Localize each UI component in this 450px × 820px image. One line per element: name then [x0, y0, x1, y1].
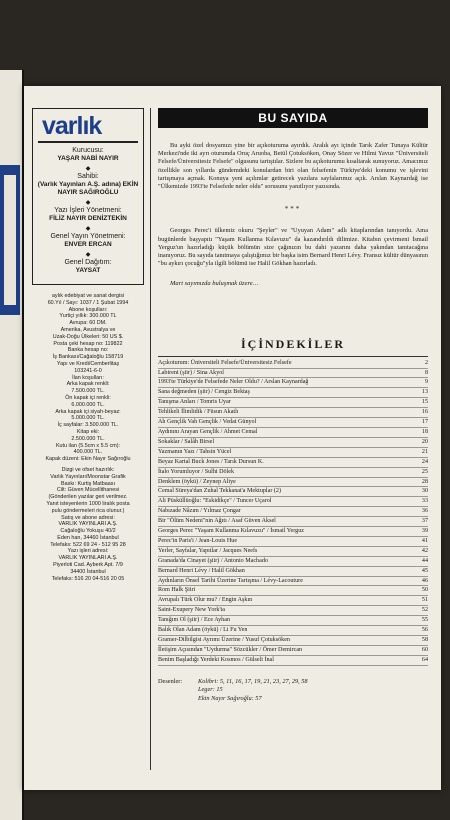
toc-entry [158, 527, 428, 537]
toc-entry [158, 398, 428, 408]
toc-entry [158, 418, 428, 428]
masthead-sidebar [32, 108, 144, 770]
publication-info-line: Telefaks: 522 69 24 - 512 95 28 [50, 541, 126, 548]
toc-entry-page: 42 [421, 547, 428, 554]
illustration-credits [158, 678, 428, 704]
publication-info-line: İlan koşulları: [72, 374, 104, 381]
toc-entry-page: 45 [421, 567, 428, 574]
publication-info-line: 6.000.000 TL. [71, 401, 105, 408]
toc-entry [158, 478, 428, 488]
staff-role-label: Sahibi: [77, 173, 99, 180]
toc-entry-page: 56 [421, 627, 428, 634]
toc-entry-page: 13 [421, 389, 428, 396]
illustration-label [158, 686, 198, 695]
publication-info-line: İş Bankası/Cağaloğlu 158719 [52, 354, 124, 361]
toc-entry-title: Benim Başladığı Yerdeki Kosmos / Gülseli İnal [158, 656, 274, 663]
publication-info-line: Yurtiçi yıllık: 300.000 TL [59, 313, 117, 320]
staff-name: YAŞAR NABİ NAYIR [57, 155, 119, 162]
publication-info-line: Yapı ve Kredi/Cemberlitaş [56, 360, 120, 367]
toc-entry [158, 448, 428, 458]
publication-info-line: Piyerloti Cad. Ayberk Apt. 7/9 [53, 562, 123, 569]
publication-info-line: İç sayfalar: 3.500.000 TL. [57, 422, 119, 429]
toc-entry [158, 606, 428, 616]
toc-entry-title: Bernard Henri Lévy / Halil Gökhan [158, 567, 245, 574]
staff-name: FİLİZ NAYIR DENİZTEKİN [49, 215, 127, 222]
toc-entry-page: 30 [421, 488, 428, 495]
toc-entry-page: 9 [424, 379, 428, 386]
toc-entry-title: Yazmanın Yazı / Tahsin Yücel [158, 448, 232, 455]
diamond-separator: ◆ [85, 200, 91, 206]
publication-info-line: Cilt: Güven Mücellithanesi [56, 487, 120, 494]
main-column [158, 108, 428, 704]
toc-entry-title: Tanışma Anları / Tomris Uyar [158, 399, 231, 406]
toc-entry-title: İtalo Yorumluyor / Sulhi Dölek [158, 468, 235, 475]
publication-info-line: Cağaloğlu Yokuşu 40/2 [60, 528, 116, 535]
toc-entry-page: 21 [421, 448, 428, 455]
toc-entry-title: Aydınını Arayan Gençlik / Ahmet Cemal [158, 428, 258, 435]
illustration-label: Desenler: [158, 677, 183, 685]
illustration-credit-row [158, 686, 428, 695]
toc-entry [158, 378, 428, 388]
publication-info-line: Ön kapak içi renkli: [65, 394, 111, 401]
adjacent-magazine-blue-strip [0, 165, 20, 315]
publication-info-line: Posta çeki hesap no: 119822 [53, 340, 123, 347]
toc-entry-title: Sokaklar / Salâh Birsel [158, 438, 215, 445]
publication-info-line: 400.000 TL. [73, 449, 103, 456]
toc-entry-title: Bir "Ölüm Nedeni"nin Ağıtı / Asaf Güven Aksel [158, 518, 276, 525]
toc-entry-page: 51 [421, 597, 428, 604]
intro-paragraph-1: Bu ayki özel dosyamızı yine bir açıkoturuma ayırdık. Aralık ayı içinde Tarık Zafer Tunaya Kültür Merkezi'nde iki ayrı oturumda Oruç Aruoba, Betül Çotuksöken, Onay Sözer ve Hilmi Yavuz "Üniversiteli Felsefe/Üniversitesiz Felsefe" olgusunu tartıştılar. Sizlere bu açıkoturumu kısaltarak sunuyoruz. Amacımız özellikle son yıllarda gündemdeki konulardan biri olan felsefenin Türkiye'deki konumu ve işlevini tartışmaya açmak. Konuya yeni açılımlar getirecek yazılara sayfalarımız açık. Arslan Kaynardağ ise "Ülkemizde 1993'te Felsefede neler oldu" sorusunu yanıtlıyor yazısında. [158, 142, 428, 191]
toc-entry [158, 517, 428, 527]
toc-entry-page: 39 [421, 528, 428, 535]
publication-info-line: Baskı: Kurtiş Matbaası [61, 480, 115, 487]
publication-info-line: Arka kapak içi siyah-beyaz: [55, 408, 121, 415]
staff-role-label: Yazı İşleri Yönetmeni: [54, 207, 122, 214]
toc-entry-title: Açıkoturum: Üniversiteli Felsefe/Üniversitesiz Felsefe [158, 359, 292, 366]
toc-entry-page: 37 [421, 518, 428, 525]
toc-entry-page: 20 [421, 438, 428, 445]
toc-entry-title: Labirent (şiir) / Sina Akyol [158, 369, 225, 376]
toc-entry-title: Saint-Exupery New York'ta [158, 607, 225, 614]
diamond-separator: ◆ [85, 226, 91, 232]
toc-entry [158, 596, 428, 606]
toc-entry-page: 44 [421, 557, 428, 564]
toc-entry-page: 2 [424, 359, 428, 366]
diamond-separator: ◆ [85, 252, 91, 258]
publication-info-line: (Gönderilen yazılar geri verilmez. [48, 494, 128, 501]
illustration-text: Leger: 15 [198, 686, 223, 694]
toc-entry [158, 646, 428, 656]
toc-entry-page: 17 [421, 419, 428, 426]
staff-name: (Varlık Yayınları A.Ş. adına) EKİN NAYIR SAĞIROĞLU [37, 181, 139, 196]
toc-entry [158, 497, 428, 507]
toc-entry [158, 388, 428, 398]
illustration-text: Kolibri: 5, 11, 16, 17, 19, 21, 23, 27, 29, 58 [198, 677, 308, 685]
toc-entry [158, 507, 428, 517]
toc-entry-title: Sana değmeden (şiir) / Cengiz Bektaş [158, 389, 250, 396]
toc-entry [158, 557, 428, 567]
staff-role-label: Genel Yayın Yönetmeni: [50, 233, 126, 240]
toc-entry-title: Georges Perec "Yaşam Kullanma Kılavuzu" / İsmail Yerguz [158, 528, 304, 535]
toc-entry-title: Granada'da Cinayet (şiir) / Antonio Machado [158, 557, 268, 564]
toc-entry-page: 58 [421, 637, 428, 644]
toc-entry-title: Tehlikeli İlimlidik / Füsun Akatlı [158, 409, 239, 416]
illustration-label [158, 695, 198, 704]
publication-info-line: VARLIK YAYINLARI A.Ş. [58, 521, 118, 528]
toc-entry [158, 616, 428, 626]
diamond-separator: ◆ [85, 166, 91, 172]
toc-entry [158, 586, 428, 596]
closing-line: Mart sayımızda buluşmak üzere… [170, 280, 259, 288]
toc-entry-title: Perec'in Paris'i / Jean-Louis Hue [158, 537, 238, 544]
toc-entry-page: 64 [421, 656, 428, 663]
staff-name: ENVER ERCAN [64, 241, 112, 248]
toc-entry-title: Yerler, Sayfalar, Yapıtlar / Jacques Neefs [158, 547, 258, 554]
toc-entry [158, 537, 428, 547]
varlik-logo: varlık [42, 112, 102, 140]
magazine-page [24, 86, 441, 790]
toc-entry-title: Cemal Süreya'dan Zuhal Tekkanat'a Mektuplar (2) [158, 488, 281, 495]
toc-entry-title: 1993'te Türkiye'de Felsefede Neler Oldu? / Arslan Kaynardağ [158, 379, 309, 386]
publication-info-line: Varlık Yayınları/Moonstar Grafik [50, 473, 126, 480]
toc-entry [158, 359, 428, 369]
publication-info-line: Banka hesap no: [67, 347, 109, 354]
toc-title: İÇİNDEKİLER [240, 336, 346, 351]
publication-info-line: Avrupa: 60 DM. [69, 320, 107, 327]
toc-entry [158, 626, 428, 636]
toc-entry-page: 60 [421, 646, 428, 653]
publication-info-line: aylık edebiyat ve sanat dergisi [51, 293, 125, 299]
illustration-credit-row [158, 695, 428, 704]
illustration-text: Ekin Nayır Sağıroğlu: 57 [198, 694, 262, 702]
toc-entry-page: 18 [421, 428, 428, 435]
publication-info-line: 103241-6-0 [74, 367, 102, 374]
toc-entry-title: Gramer-Dilbilgisi Ayrımı Üzerine / Yusuf Çotuksöken [158, 637, 290, 644]
toc-entry-title: Balık Olan Adam (öykü) / Li Fu Yen [158, 627, 248, 634]
toc-entry-page: 55 [421, 617, 428, 624]
publication-info [32, 293, 144, 582]
publication-info-line: 34400 İstanbul [70, 568, 106, 575]
staff-role-label: Genel Dağıtım: [64, 259, 112, 266]
toc-entry [158, 468, 428, 478]
toc-entry [158, 369, 428, 379]
toc-entry-title: Denklem (öykü) / Zeynep Aliye [158, 478, 236, 485]
toc-entry [158, 577, 428, 587]
toc-entry [158, 636, 428, 646]
toc-entry-title: İletişim Açısından "Uydurma" Sözcükler / Ömer Demircan [158, 646, 303, 653]
publication-info-line: Eden han, 34460 İstanbul [57, 534, 119, 541]
toc-entry-title: Rom Halk Şiiri [158, 587, 196, 594]
publication-info-line: Kapak düzeni: Ekin Nayır Sağıroğlu [45, 456, 131, 463]
toc-entry-title: Ah Gençlik Vah Gençlik / Vedat Günyol [158, 419, 257, 426]
toc-entry-page: 24 [421, 458, 428, 465]
intro-paragraph-2: Georges Perec'i ülkemiz okuru "Şeyler" ve "Uyuyan Adam" adlı kitaplarından tanıyordu. Ama bugünlerde başyapıtı "Yaşam Kullanma Kılavuzu" da kazandırıldı dilimize. Kitabın çevirmeni İsmail Yerguz'un hazırladığı küçük bölümün size çağınızın bu dahi yazarını daha yakından tanıtacağına inanıyoruz. Bu sayıda tanıtmaya çalıştığımız bir başka isim Bernard Henri Lévy. Fransız kültür dünyasının "bu aykırı çocuğu"yla ilgili bölümü ise Halil Gökhan hazırladı. [158, 227, 428, 268]
toc-entry-title: Avrupalı Türk Olur mu? / Engin Aşkın [158, 597, 253, 604]
toc-entry-page: 52 [421, 607, 428, 614]
staff-role-label: Kurucusu: [72, 147, 104, 154]
toc-entry-page: 28 [421, 478, 428, 485]
toc-entry-title: Nabızade Nâzım / Yılmaz Çongar [158, 508, 241, 515]
toc-entry-title: Beyaz Kartal Buck Jones / Tarık Dursun K. [158, 458, 264, 465]
toc-entry [158, 438, 428, 448]
toc-entry-page: 33 [421, 498, 428, 505]
publication-info-line: pulu göndermeleri rica olunur.) [51, 507, 125, 514]
toc-rule [158, 356, 428, 357]
publication-info-line: 5.000.000 TL. [71, 415, 105, 422]
publication-info-line: Abone koşulları: [68, 306, 108, 313]
publication-info-line: Uzak-Doğu Ülkeleri: 50 US $. [52, 333, 124, 340]
publication-info-line: 60.Yıl / Sayı: 1037 / 1 Şubat 1994 [47, 299, 129, 306]
publication-info-line: 7.500.000 TL. [71, 388, 105, 395]
logo-rule [38, 141, 138, 143]
bu-sayida-banner: BU SAYIDA [158, 108, 428, 128]
toc-entry-page: 8 [424, 369, 428, 376]
section-separator: *** [284, 205, 302, 214]
toc-entry-page: 15 [421, 399, 428, 406]
publication-info-line: Amerika, Avustralya ve [60, 326, 116, 333]
toc-entry [158, 547, 428, 557]
staff-name: YAYSAT [75, 267, 101, 274]
toc-entry-page: 50 [421, 587, 428, 594]
adjacent-magazine-edge [0, 70, 24, 820]
toc-entry-title: Aydınların Önsel Tarihi Üzerine Tartışma / Lévy-Lacouture [158, 577, 303, 584]
toc-entry-page: 16 [421, 409, 428, 416]
publication-info-line: 2.500.000 TL. [71, 435, 105, 442]
toc-entry [158, 487, 428, 497]
editorial-intro [158, 142, 428, 289]
toc-entry [158, 428, 428, 438]
toc-entry-page: 25 [421, 468, 428, 475]
publication-info-line: Telefaks: 516 20 04-516 20 05 [51, 575, 125, 582]
toc-entry [158, 408, 428, 418]
masthead-box [32, 108, 144, 285]
toc-entry [158, 656, 428, 666]
publication-info-line: Arka kapak renkli: [66, 381, 110, 388]
toc-entry [158, 567, 428, 577]
publication-info-line: Dizgi ve ofset hazırlık: [61, 466, 115, 473]
toc-entry-title: Tanığım Ol (şiir) / Ece Ayhan [158, 617, 230, 624]
publication-info-line: Kitap eki: [76, 428, 100, 435]
toc-entry-title: Ali Püsküllüoğlu: "Eskidikçe" / Tuncer Uçarol [158, 498, 272, 505]
publication-info-line: Satış ve abone adresi: [61, 514, 115, 521]
toc-entry-page: 36 [421, 508, 428, 515]
toc-entry-page: 46 [421, 577, 428, 584]
publication-info-line: VARLIK YAYINLARI A.Ş. [58, 555, 118, 562]
toc-entry-page: 41 [421, 537, 428, 544]
illustration-credit-row [158, 678, 428, 687]
publication-info-line: Kutu ilan (5.5cm x 5.5 cm): [55, 442, 121, 449]
publication-info-line: Yazı işleri adresi: [67, 548, 109, 555]
table-of-contents [158, 359, 428, 666]
publication-info-line: Yanıt isteyenlerin 1000 liralık posta [46, 500, 130, 507]
toc-entry [158, 458, 428, 468]
column-divider [150, 108, 151, 770]
